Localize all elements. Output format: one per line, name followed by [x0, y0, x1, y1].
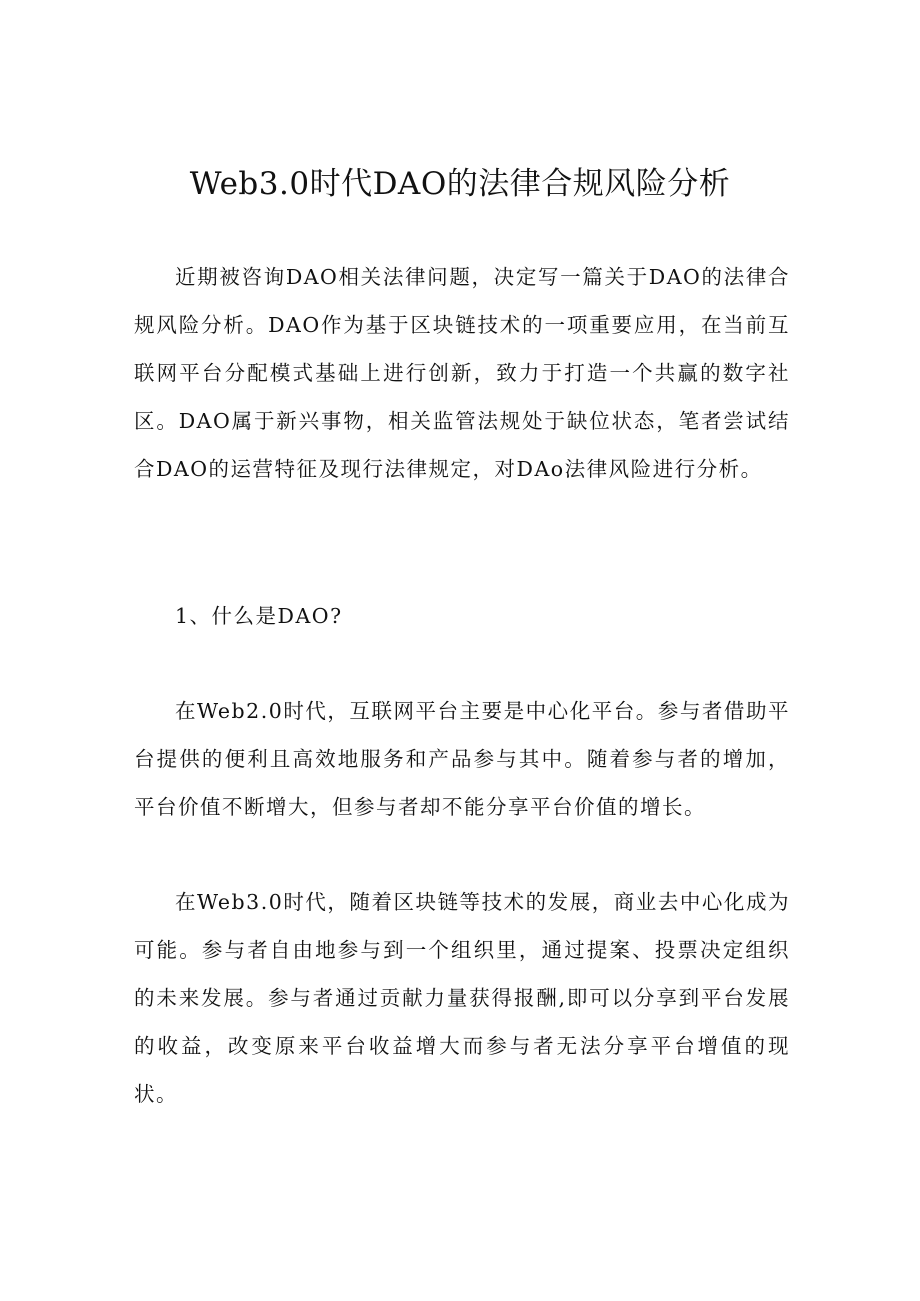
section-heading-1: 1、什么是DAO?: [175, 604, 343, 628]
document-title: Web3.0时代DAO的法律合规风险分析: [189, 166, 731, 202]
web3-paragraph: 在Web3.0时代，随着区块链等技术的发展，商业去中心化成为可能。参与者自由地参与到一个组织里，通过提案、投票决定组织的未来发展。参与者通过贡献力量获得报酬,即可以分享到平台发展的收益，改变原来平台收益增大而参与者无法分享平台增值的现状。: [134, 890, 790, 1106]
web2-paragraph: 在Web2.0时代，互联网平台主要是中心化平台。参与者借助平台提供的便利且高效地服务和产品参与其中。随着参与者的增加，平台价值不断增大，但参与者却不能分享平台价值的增长。: [134, 699, 790, 819]
intro-paragraph: 近期被咨询DAO相关法律问题，决定写一篇关于DAO的法律合规风险分析。DAO作为基于区块链技术的一项重要应用，在当前互联网平台分配模式基础上进行创新，致力于打造一个共赢的数字社区。DAO属于新兴事物，相关监管法规处于缺位状态，笔者尝试结合DAO的运营特征及现行法律规定，对DAo法律风险进行分析。: [134, 265, 790, 481]
